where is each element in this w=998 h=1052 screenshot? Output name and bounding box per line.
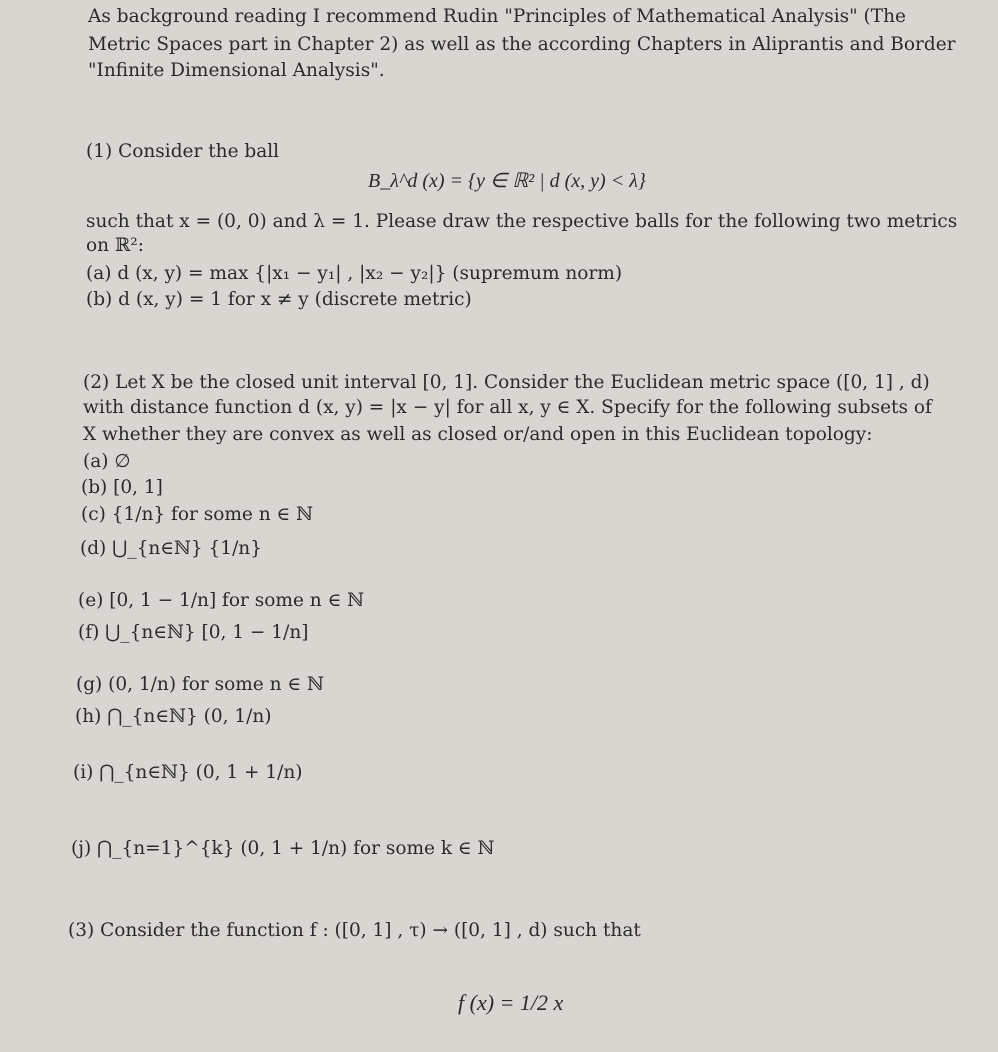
q2-line-2: with distance function d (x, y) = |x − y| for all x, y ∈ X. Specify for the following subsets of: [83, 397, 932, 418]
q1-ball-formula: B_λ^d (x) = {y ∈ ℝ² | d (x, y) < λ}: [368, 170, 646, 192]
intro-line-1: As background reading I recommend Rudin "Principles of Mathematical Analysis" (The: [88, 6, 906, 27]
q2-item-f: (f) ⋃_{n∈ℕ} [0, 1 − 1/n]: [78, 622, 309, 643]
q2-item-a: (a) ∅: [83, 451, 131, 472]
q1-item-a: (a) d (x, y) = max {|x₁ − y₁| , |x₂ − y₂|} (supremum norm): [86, 263, 623, 284]
intro-line-2: Metric Spaces part in Chapter 2) as well as the according Chapters in Aliprantis and Border: [88, 34, 956, 55]
q1-heading: (1) Consider the ball: [86, 141, 280, 162]
q2-line-1: (2) Let X be the closed unit interval [0, 1]. Consider the Euclidean metric space ([0, 1] , d): [83, 372, 930, 393]
q2-item-g: (g) (0, 1/n) for some n ∈ ℕ: [76, 674, 324, 695]
q2-item-j: (j) ⋂_{n=1}^{k} (0, 1 + 1/n) for some k ∈ ℕ: [71, 838, 495, 859]
intro-line-3: "Infinite Dimensional Analysis".: [88, 60, 385, 81]
q3-formula: f (x) = 1/2 x: [458, 990, 564, 1015]
q2-item-e: (e) [0, 1 − 1/n] for some n ∈ ℕ: [78, 590, 365, 611]
q2-line-3: X whether they are convex as well as closed or/and open in this Euclidean topology:: [83, 424, 873, 445]
q1-text-1: such that x = (0, 0) and λ = 1. Please draw the respective balls for the following two metrics: [86, 211, 958, 232]
q1-item-b: (b) d (x, y) = 1 for x ≠ y (discrete metric): [86, 289, 472, 310]
q2-item-h: (h) ⋂_{n∈ℕ} (0, 1/n): [75, 706, 272, 727]
q2-item-i: (i) ⋂_{n∈ℕ} (0, 1 + 1/n): [73, 762, 303, 783]
q2-item-c: (c) {1/n} for some n ∈ ℕ: [81, 504, 314, 525]
q2-item-d: (d) ⋃_{n∈ℕ} {1/n}: [80, 538, 262, 559]
q2-item-b: (b) [0, 1]: [81, 477, 163, 498]
q3-line-1: (3) Consider the function f : ([0, 1] , τ) → ([0, 1] , d) such that: [68, 920, 641, 941]
q1-text-2: on ℝ²:: [86, 235, 144, 256]
